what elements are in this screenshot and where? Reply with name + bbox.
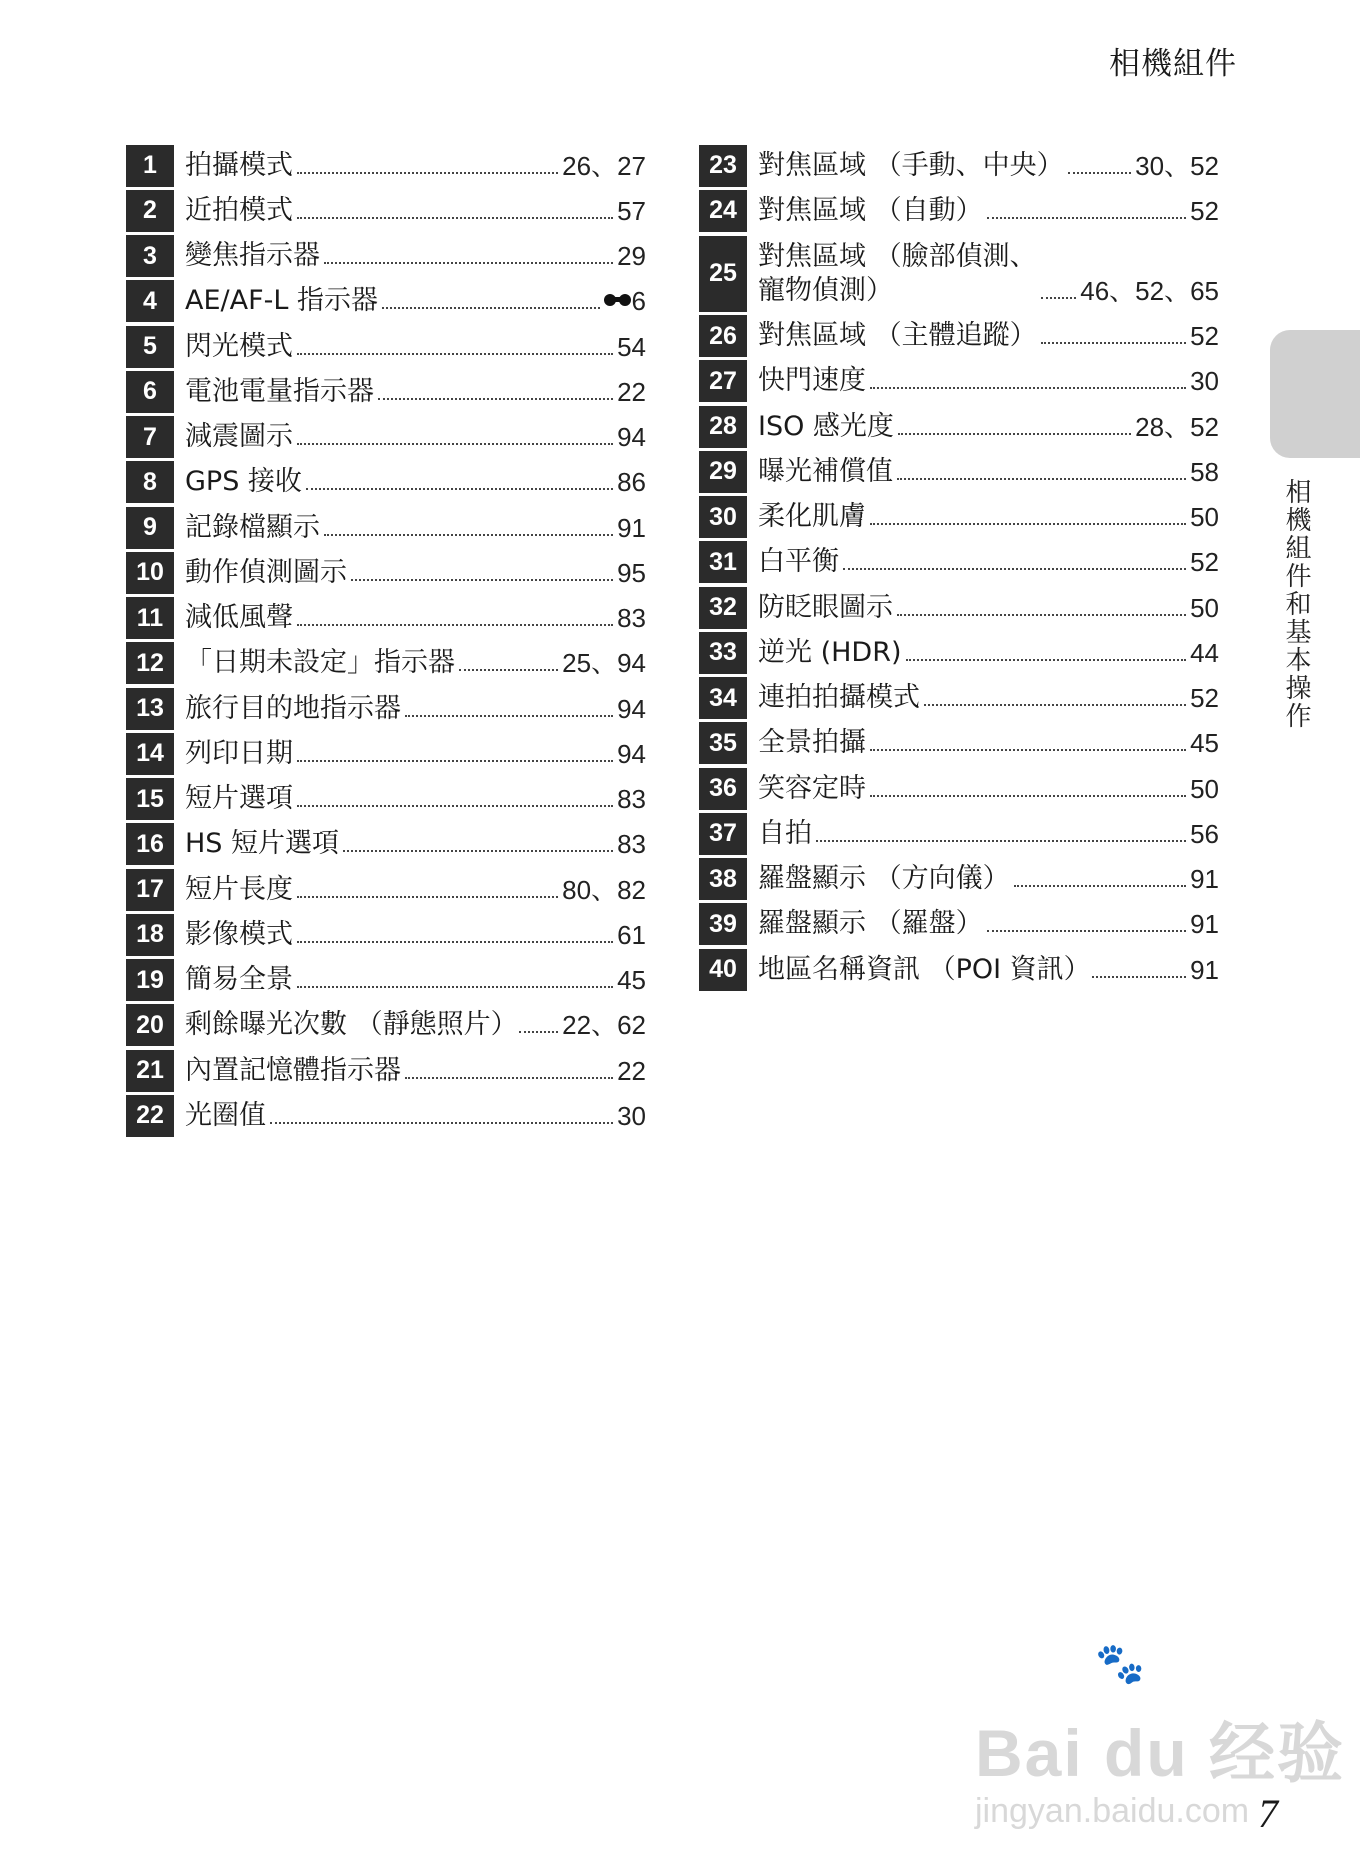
item-label: 白平衡 <box>758 546 839 578</box>
item-label: 旅行目的地指示器 <box>185 692 401 724</box>
legend-item <box>699 721 1219 766</box>
item-page-number: 28、52 <box>1135 411 1219 442</box>
item-body <box>758 953 1219 987</box>
item-label: 柔化肌膚 <box>758 501 866 533</box>
item-page-number: 29 <box>617 241 646 272</box>
item-body <box>185 1008 646 1042</box>
item-number-badge: 32 <box>699 587 747 629</box>
legend-item <box>126 731 646 776</box>
dot-leader <box>870 387 1186 389</box>
item-number-badge: 2 <box>126 190 174 232</box>
item-page-number: 52 <box>1190 683 1219 714</box>
item-label: 減震圖示 <box>185 421 293 453</box>
dot-leader <box>1041 342 1186 344</box>
item-body <box>758 636 1219 670</box>
legend-item <box>126 279 646 324</box>
item-number-badge: 9 <box>126 507 174 549</box>
item-body <box>758 319 1219 353</box>
item-page-number: 52 <box>1190 195 1219 226</box>
item-page-ref <box>617 601 646 635</box>
item-number-badge: 25 <box>699 236 747 312</box>
item-page-ref <box>617 556 646 590</box>
item-page-number: 22 <box>617 376 646 407</box>
item-body <box>185 465 646 499</box>
item-page-ref <box>1080 274 1219 308</box>
dot-leader <box>324 262 613 264</box>
legend-item <box>126 958 646 1003</box>
page-title: 相機組件 <box>1109 46 1237 82</box>
legend-item <box>126 912 646 957</box>
item-number-badge: 39 <box>699 903 747 945</box>
item-label: 記錄檔顯示 <box>185 511 320 543</box>
item-body <box>758 149 1219 183</box>
item-page-number: 50 <box>1190 502 1219 533</box>
item-label: 對焦區域 （臉部偵測、 寵物偵測） <box>758 240 1037 306</box>
item-number-badge: 17 <box>126 869 174 911</box>
dot-leader <box>870 749 1186 751</box>
dot-leader <box>870 523 1186 525</box>
legend-item <box>126 1093 646 1138</box>
item-body <box>758 194 1219 228</box>
legend-column-right <box>699 143 1219 992</box>
item-label: 快門速度 <box>758 365 866 397</box>
item-body <box>758 500 1219 534</box>
item-number-badge: 4 <box>126 280 174 322</box>
item-page-ref <box>617 737 646 771</box>
item-page-number: 50 <box>1190 773 1219 804</box>
dot-leader <box>870 795 1186 797</box>
legend-item <box>699 449 1219 494</box>
dot-leader <box>459 669 558 671</box>
item-label: 羅盤顯示 （方向儀） <box>758 863 1010 895</box>
item-body <box>758 240 1219 308</box>
dot-leader <box>297 760 613 762</box>
dot-leader <box>297 986 613 988</box>
legend-item <box>126 369 646 414</box>
item-number-badge: 3 <box>126 235 174 277</box>
item-body <box>185 194 646 228</box>
item-number-badge: 26 <box>699 315 747 357</box>
item-page-ref <box>1190 862 1219 896</box>
item-page-number: 57 <box>617 195 646 226</box>
item-page-ref <box>1190 636 1219 670</box>
dot-leader <box>306 488 613 490</box>
item-page-ref <box>1190 455 1219 489</box>
item-page-number: 30 <box>617 1100 646 1131</box>
item-number-badge: 13 <box>126 688 174 730</box>
paw-logo-icon: 🐾 <box>1095 1642 1145 1686</box>
dot-leader <box>906 659 1187 661</box>
item-page-number: 86 <box>617 467 646 498</box>
item-page-number: 56 <box>1190 818 1219 849</box>
binoculars-icon <box>604 292 631 308</box>
item-number-badge: 35 <box>699 722 747 764</box>
legend-item <box>699 676 1219 721</box>
dot-leader <box>297 624 613 626</box>
item-page-number: 83 <box>617 603 646 634</box>
watermark-logo: Bai du 经验 <box>975 1716 1346 1790</box>
item-number-badge: 36 <box>699 768 747 810</box>
legend-item <box>126 596 646 641</box>
item-label: AE/AF-L 指示器 <box>185 285 378 317</box>
item-page-ref <box>1190 681 1219 715</box>
dot-leader <box>924 704 1186 706</box>
item-body <box>185 737 646 771</box>
item-page-number: 94 <box>617 422 646 453</box>
item-body <box>185 1099 646 1133</box>
dot-leader <box>843 568 1186 570</box>
item-number-badge: 1 <box>126 145 174 187</box>
item-page-number: 91 <box>617 512 646 543</box>
dot-leader <box>297 353 613 355</box>
dot-leader <box>270 1122 613 1124</box>
item-number-badge: 18 <box>126 914 174 956</box>
dot-leader <box>297 805 613 807</box>
item-page-ref <box>617 918 646 952</box>
item-label: 羅盤顯示 （羅盤） <box>758 908 983 940</box>
item-number-badge: 24 <box>699 190 747 232</box>
dot-leader <box>987 930 1186 932</box>
dot-leader <box>405 715 613 717</box>
dot-leader <box>351 579 613 581</box>
item-label: 電池電量指示器 <box>185 375 374 407</box>
item-page-number: 58 <box>1190 456 1219 487</box>
dot-leader <box>1092 976 1186 978</box>
item-body <box>758 591 1219 625</box>
item-page-ref <box>562 149 646 183</box>
item-page-ref <box>1190 726 1219 760</box>
item-number-badge: 40 <box>699 949 747 991</box>
legend-item <box>126 415 646 460</box>
dot-leader <box>897 478 1186 480</box>
legend-item <box>699 540 1219 585</box>
legend-item <box>699 495 1219 540</box>
item-label: 動作偵測圖示 <box>185 556 347 588</box>
item-page-number: 95 <box>617 557 646 588</box>
item-page-ref <box>562 873 646 907</box>
item-page-number: 52 <box>1190 547 1219 578</box>
item-number-badge: 19 <box>126 959 174 1001</box>
item-body <box>185 556 646 590</box>
item-label: 自拍 <box>758 817 812 849</box>
item-label: 近拍模式 <box>185 194 293 226</box>
item-page-number: 46、52、65 <box>1080 275 1219 306</box>
item-page-number: 26、27 <box>562 150 646 181</box>
item-number-badge: 28 <box>699 406 747 448</box>
legend-column-left <box>126 143 646 1139</box>
item-page-ref <box>617 330 646 364</box>
item-page-ref <box>617 420 646 454</box>
legend-item <box>126 1048 646 1093</box>
item-number-badge: 15 <box>126 778 174 820</box>
item-number-badge: 37 <box>699 813 747 855</box>
item-label: 曝光補償值 <box>758 455 893 487</box>
item-page-ref <box>617 827 646 861</box>
item-body <box>185 692 646 726</box>
item-body <box>758 455 1219 489</box>
item-number-badge: 5 <box>126 326 174 368</box>
item-label: 拍攝模式 <box>185 149 293 181</box>
legend-item <box>699 585 1219 630</box>
legend-item <box>126 460 646 505</box>
watermark-url: jingyan.baidu.com <box>975 1792 1250 1830</box>
dot-leader <box>297 443 613 445</box>
item-label: 連拍拍攝模式 <box>758 682 920 714</box>
item-number-badge: 14 <box>126 733 174 775</box>
item-body <box>185 918 646 952</box>
item-body <box>185 827 646 861</box>
item-label: 短片長度 <box>185 873 293 905</box>
item-body <box>758 907 1219 941</box>
dot-leader <box>1041 297 1077 299</box>
dot-leader <box>378 398 613 400</box>
item-number-badge: 27 <box>699 360 747 402</box>
dot-leader <box>343 850 613 852</box>
legend-item <box>699 314 1219 359</box>
item-page-number: 83 <box>617 829 646 860</box>
item-page-ref <box>1190 194 1219 228</box>
page-number: 7 <box>1258 1791 1278 1836</box>
section-tab <box>1270 330 1360 458</box>
item-label: 光圈值 <box>185 1099 266 1131</box>
item-label: 「日期未設定」指示器 <box>185 647 455 679</box>
item-number-badge: 6 <box>126 371 174 413</box>
dot-leader <box>297 217 613 219</box>
dot-leader <box>297 941 613 943</box>
item-number-badge: 34 <box>699 677 747 719</box>
item-page-ref <box>1190 364 1219 398</box>
legend-item <box>126 550 646 595</box>
item-label: 簡易全景 <box>185 964 293 996</box>
item-number-badge: 12 <box>126 642 174 684</box>
legend-item <box>699 359 1219 404</box>
item-page-number: 61 <box>617 919 646 950</box>
item-page-ref <box>617 963 646 997</box>
dot-leader <box>1014 885 1186 887</box>
item-page-number: 45 <box>617 965 646 996</box>
item-page-number: 30、52 <box>1135 150 1219 181</box>
section-tab-label: 相機組件和基本操作 <box>1281 478 1311 730</box>
item-page-ref <box>617 782 646 816</box>
legend-item <box>126 822 646 867</box>
item-number-badge: 38 <box>699 858 747 900</box>
item-label: 對焦區域 （自動） <box>758 194 983 226</box>
item-page-number: 22、62 <box>562 1010 646 1041</box>
item-page-ref <box>562 1008 646 1042</box>
item-body <box>185 646 646 680</box>
item-body <box>758 726 1219 760</box>
item-body <box>185 330 646 364</box>
item-number-badge: 29 <box>699 451 747 493</box>
item-label: 影像模式 <box>185 918 293 950</box>
item-number-badge: 16 <box>126 823 174 865</box>
dot-leader <box>324 534 613 536</box>
item-number-badge: 11 <box>126 597 174 639</box>
item-page-ref <box>617 239 646 273</box>
item-label: GPS 接收 <box>185 466 302 498</box>
item-page-ref <box>1190 953 1219 987</box>
item-body <box>758 772 1219 806</box>
item-label: 逆光 (HDR) <box>758 636 902 668</box>
item-page-number: 6 <box>631 286 646 317</box>
item-body <box>185 149 646 183</box>
item-page-number: 22 <box>617 1055 646 1086</box>
item-label: 減低風聲 <box>185 602 293 634</box>
item-page-number: 91 <box>1190 954 1219 985</box>
item-number-badge: 23 <box>699 145 747 187</box>
item-page-number: 50 <box>1190 592 1219 623</box>
item-label: 短片選項 <box>185 783 293 815</box>
item-body <box>185 963 646 997</box>
item-page-number: 91 <box>1190 909 1219 940</box>
item-label: 地區名稱資訊 （POI 資訊） <box>758 953 1091 985</box>
item-body <box>185 420 646 454</box>
legend-item <box>699 811 1219 856</box>
legend-item <box>126 777 646 822</box>
legend-item <box>699 630 1219 675</box>
item-body <box>185 782 646 816</box>
item-body <box>185 1054 646 1088</box>
item-label: 變焦指示器 <box>185 240 320 272</box>
legend-item <box>126 867 646 912</box>
legend-item <box>126 505 646 550</box>
item-page-number: 94 <box>617 693 646 724</box>
legend-item <box>699 234 1219 314</box>
item-body <box>758 410 1219 444</box>
item-page-number: 44 <box>1190 637 1219 668</box>
item-body <box>758 862 1219 896</box>
legend-item <box>126 188 646 233</box>
dot-leader <box>519 1031 558 1033</box>
item-number-badge: 20 <box>126 1004 174 1046</box>
legend-item <box>126 324 646 369</box>
item-label: 剩餘曝光次數 （靜態照片） <box>185 1009 518 1041</box>
dot-leader <box>297 896 558 898</box>
dot-leader <box>987 217 1186 219</box>
item-label: 防眨眼圖示 <box>758 591 893 623</box>
item-number-badge: 33 <box>699 632 747 674</box>
item-body <box>185 239 646 273</box>
legend-item <box>126 686 646 731</box>
item-body <box>185 873 646 907</box>
item-label: 對焦區域 （手動、中央） <box>758 149 1064 181</box>
item-page-ref <box>1190 545 1219 579</box>
item-number-badge: 8 <box>126 461 174 503</box>
item-label: 笑容定時 <box>758 772 866 804</box>
dot-leader <box>816 840 1186 842</box>
legend-item <box>699 188 1219 233</box>
item-page-ref <box>562 646 646 680</box>
item-page-number: 25、94 <box>562 648 646 679</box>
item-page-ref <box>604 284 646 318</box>
legend-item <box>699 143 1219 188</box>
legend-item <box>126 234 646 279</box>
dot-leader <box>1068 172 1132 174</box>
dot-leader <box>898 433 1131 435</box>
item-number-badge: 31 <box>699 541 747 583</box>
item-page-number: 54 <box>617 331 646 362</box>
item-page-ref <box>617 1099 646 1133</box>
legend-item <box>699 404 1219 449</box>
dot-leader <box>405 1077 613 1079</box>
item-number-badge: 30 <box>699 496 747 538</box>
item-page-ref <box>617 194 646 228</box>
item-number-badge: 21 <box>126 1050 174 1092</box>
item-body <box>185 601 646 635</box>
item-page-ref <box>617 692 646 726</box>
item-page-number: 52 <box>1190 321 1219 352</box>
item-body <box>758 364 1219 398</box>
item-body <box>758 681 1219 715</box>
item-page-ref <box>1135 410 1219 444</box>
item-page-ref <box>1190 500 1219 534</box>
item-body <box>185 511 646 545</box>
item-page-ref <box>1190 772 1219 806</box>
legend-item <box>126 1003 646 1048</box>
legend-item <box>126 143 646 188</box>
item-label: 閃光模式 <box>185 330 293 362</box>
item-page-number: 83 <box>617 784 646 815</box>
item-number-badge: 7 <box>126 416 174 458</box>
legend-item <box>126 641 646 686</box>
watermark <box>975 1642 1346 1830</box>
item-page-number: 30 <box>1190 366 1219 397</box>
item-page-ref <box>617 465 646 499</box>
item-page-number: 94 <box>617 738 646 769</box>
legend-item <box>699 947 1219 992</box>
item-body <box>758 545 1219 579</box>
item-body <box>185 375 646 409</box>
item-page-number: 45 <box>1190 728 1219 759</box>
item-number-badge: 22 <box>126 1095 174 1137</box>
legend-item <box>699 766 1219 811</box>
dot-leader <box>297 172 558 174</box>
item-label: HS 短片選項 <box>185 828 340 860</box>
item-number-badge: 10 <box>126 552 174 594</box>
item-label: 列印日期 <box>185 737 293 769</box>
item-page-ref <box>1190 319 1219 353</box>
item-page-ref <box>1190 591 1219 625</box>
item-page-ref <box>1190 817 1219 851</box>
item-body <box>758 817 1219 851</box>
item-label: 內置記憶體指示器 <box>185 1054 401 1086</box>
item-page-number: 91 <box>1190 864 1219 895</box>
dot-leader <box>897 614 1186 616</box>
dot-leader <box>382 307 600 309</box>
item-page-ref <box>617 511 646 545</box>
item-label: 對焦區域 （主體追蹤） <box>758 320 1037 352</box>
item-label: 全景拍攝 <box>758 727 866 759</box>
item-page-ref <box>1190 907 1219 941</box>
legend-item <box>699 857 1219 902</box>
item-page-ref <box>617 375 646 409</box>
item-page-ref <box>1135 149 1219 183</box>
legend-item <box>699 902 1219 947</box>
item-label: ISO 感光度 <box>758 410 894 442</box>
item-page-number: 80、82 <box>562 874 646 905</box>
item-page-ref <box>617 1054 646 1088</box>
item-body <box>185 284 646 318</box>
